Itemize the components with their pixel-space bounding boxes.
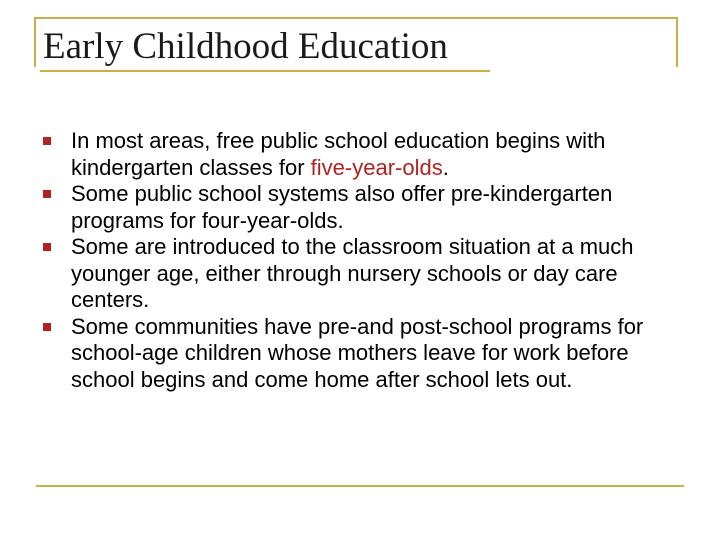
footer-line: [36, 485, 684, 487]
frame-right-line: [676, 17, 678, 67]
title-underline: [40, 70, 490, 72]
bullet-item: [43, 314, 683, 394]
bullet-highlight-text: five-year-olds: [310, 154, 443, 180]
square-bullet-icon: [43, 243, 51, 251]
square-bullet-icon: [43, 137, 51, 145]
square-bullet-icon: [43, 323, 51, 331]
bullet-text: Some communities have pre-and post-school programs for school-age children whose mothers leave for work before school begins and come home after school lets out.: [71, 313, 644, 392]
bullet-text-end: .: [442, 154, 449, 180]
slide-title: Early Childhood Education: [43, 26, 448, 67]
bullet-text: In most areas, free public school education begins with kindergarten classes for: [71, 128, 606, 180]
bullet-item: [43, 128, 683, 181]
square-bullet-icon: [43, 190, 51, 198]
bullet-list: [43, 128, 683, 393]
frame-top-line: [34, 17, 678, 19]
bullet-text: Some public school systems also offer pre-kindergarten programs for four-year-olds.: [71, 181, 613, 233]
frame-left-line: [34, 17, 36, 67]
bullet-text: Some are introduced to the classroom situation at a much younger age, either through nursery schools or day care centers.: [71, 234, 634, 312]
bullet-item: [43, 181, 683, 234]
bullet-item: [43, 234, 683, 314]
